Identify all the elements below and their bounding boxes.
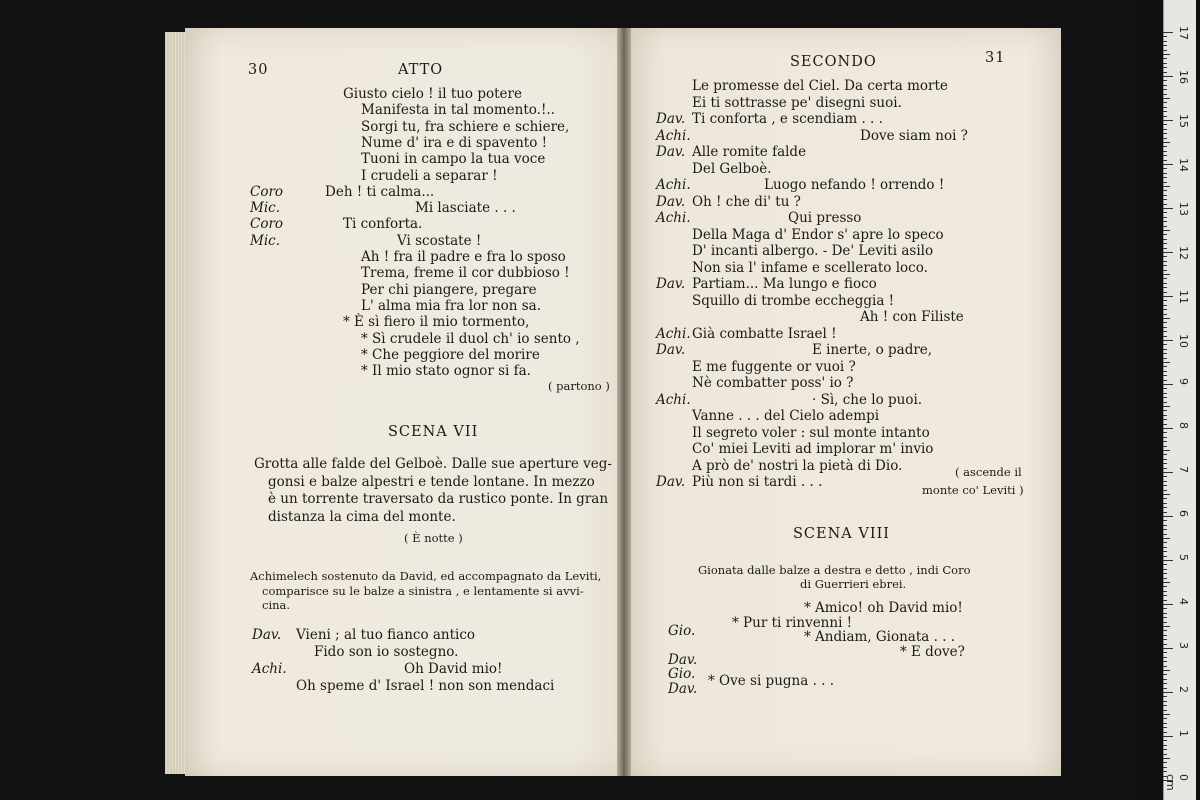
ruler-tick <box>1163 692 1173 693</box>
verse-line: Ah ! con Filiste <box>860 309 964 325</box>
ruler-tick <box>1163 274 1170 275</box>
ruler-tick <box>1163 375 1167 376</box>
ruler-tick <box>1163 371 1167 372</box>
ruler-tick <box>1163 155 1167 156</box>
ruler-tick <box>1163 569 1167 570</box>
ruler-tick <box>1163 164 1173 165</box>
ruler-tick <box>1163 45 1167 46</box>
ruler-number: 17 <box>1177 26 1190 40</box>
verse-line: * Amico! oh David mio! <box>804 600 963 616</box>
ruler-tick <box>1163 89 1167 90</box>
verse-line: Alle romite falde <box>692 144 807 160</box>
entrance-direction: cina. <box>262 598 291 612</box>
verse-line: Manifesta in tal momento.!.. <box>361 102 555 119</box>
entrance-direction: Achimelech sostenuto da David, ed accompagnato da Leviti, <box>250 569 602 583</box>
speaker-label: Dav. <box>252 627 282 643</box>
speaker-label: Dav. <box>656 111 686 127</box>
ruler-tick <box>1163 591 1167 592</box>
ruler-tick <box>1163 701 1167 702</box>
ruler-tick <box>1163 710 1167 711</box>
ruler-tick <box>1163 256 1167 257</box>
ruler-tick <box>1163 459 1167 460</box>
entrance-direction: Gionata dalle balze a destra e detto , indi Coro <box>698 563 971 577</box>
ruler-tick <box>1163 595 1167 596</box>
ruler-tick <box>1163 485 1167 486</box>
ruler-tick <box>1163 432 1167 433</box>
ruler-tick <box>1163 366 1167 367</box>
ruler-tick <box>1163 520 1167 521</box>
ruler-number: 3 <box>1177 642 1190 649</box>
ruler-tick <box>1163 582 1170 583</box>
ruler-tick <box>1163 714 1170 715</box>
ruler-tick <box>1163 58 1167 59</box>
verse-line: Trema, freme il cor dubbioso ! <box>361 265 570 282</box>
verse-line: Ah ! fra il padre e fra lo sposo <box>361 249 566 265</box>
ruler-tick <box>1163 498 1167 499</box>
ruler-tick <box>1163 476 1167 477</box>
verse-line: Le promesse del Ciel. Da certa morte <box>692 78 948 94</box>
ruler-tick <box>1163 146 1167 147</box>
verse-line: Del Gelboè. <box>692 160 772 177</box>
ruler-tick <box>1163 512 1167 513</box>
page-number: 31 <box>985 50 1006 66</box>
ruler-number: 0 cm <box>1164 774 1190 791</box>
ruler-tick <box>1163 32 1173 33</box>
speaker-label: Dav. <box>656 144 686 160</box>
ruler-tick <box>1163 344 1167 345</box>
ruler-tick <box>1163 358 1167 359</box>
verse-line: L' alma mia fra lor non sa. <box>361 297 541 314</box>
ruler-tick <box>1163 168 1167 169</box>
ruler-tick <box>1163 481 1167 482</box>
ruler-tick <box>1163 98 1170 99</box>
ruler-tick <box>1163 287 1167 288</box>
verse-line: Già combatte Israel ! <box>692 325 837 342</box>
ruler-tick <box>1163 428 1173 429</box>
ruler-tick <box>1163 63 1167 64</box>
speaker-label: Gio. <box>668 666 696 682</box>
ruler-tick <box>1163 300 1167 301</box>
ruler-number: 7 <box>1177 466 1190 473</box>
verse-line: Qui presso <box>788 210 862 226</box>
ruler-tick <box>1163 538 1170 539</box>
speaker-label: Achi. <box>656 391 691 408</box>
verse-line: Co' miei Leviti ad implorar m' invio <box>692 441 934 457</box>
stage-direction: monte co' Leviti ) <box>922 483 1024 497</box>
ruler-tick <box>1163 639 1167 640</box>
verse-line: Partiam... Ma lungo e fioco <box>692 276 877 292</box>
speaker-label: Dav. <box>656 342 686 358</box>
ruler-tick <box>1163 736 1173 737</box>
ruler-tick <box>1163 415 1167 416</box>
ruler-tick <box>1163 696 1167 697</box>
ruler-tick <box>1163 503 1167 504</box>
ruler-number: 1 <box>1177 730 1190 737</box>
ruler-tick <box>1163 199 1167 200</box>
running-head: SECONDO <box>790 54 877 70</box>
ruler-tick <box>1163 468 1167 469</box>
ruler-tick <box>1163 186 1170 187</box>
ruler-tick <box>1163 626 1170 627</box>
speaker-label: Achi. <box>656 325 691 342</box>
ruler-tick <box>1163 67 1167 68</box>
ruler-tick <box>1163 718 1167 719</box>
verse-line: Più non si tardi . . . <box>692 474 823 490</box>
ruler-tick <box>1163 102 1167 103</box>
ruler-tick <box>1163 727 1167 728</box>
ruler-tick <box>1163 652 1167 653</box>
ruler-tick <box>1163 419 1167 420</box>
ruler-tick <box>1163 608 1167 609</box>
ruler-tick <box>1163 613 1167 614</box>
verse-line: I crudeli a separar ! <box>361 167 498 184</box>
setting-text: Grotta alle falde del Gelboè. Dalle sue aperture veg- <box>254 456 612 472</box>
speaker-label: Dav. <box>668 680 698 697</box>
ruler-tick <box>1163 622 1167 623</box>
ruler-tick <box>1163 767 1167 768</box>
scene-heading: SCENA VII <box>388 424 479 440</box>
verse-line: Vi scostate ! <box>397 232 482 249</box>
entrance-direction: di Guerrieri ebrei. <box>800 577 907 591</box>
ruler-tick <box>1163 278 1167 279</box>
ruler-tick <box>1163 177 1167 178</box>
time-note: ( È notte ) <box>404 531 463 545</box>
ruler-tick <box>1163 309 1167 310</box>
verse-line: Della Maga d' Endor s' apre lo speco <box>692 226 944 243</box>
ruler-tick <box>1163 362 1170 363</box>
ruler-number: 15 <box>1177 114 1190 128</box>
ruler-tick <box>1163 450 1170 451</box>
ruler-tick <box>1163 292 1167 293</box>
ruler-tick <box>1163 732 1167 733</box>
verse-line: Oh speme d' Israel ! non son mendaci <box>296 678 555 694</box>
verse-line: Vieni ; al tuo fianco antico <box>296 627 476 643</box>
ruler-tick <box>1163 688 1167 689</box>
ruler-number: 2 <box>1177 686 1190 693</box>
verse-line: * Ove si pugna . . . <box>708 672 835 689</box>
ruler-tick <box>1163 525 1167 526</box>
ruler-tick <box>1163 182 1167 183</box>
ruler-tick <box>1163 204 1167 205</box>
verse-line: Luogo nefando ! orrendo ! <box>764 177 945 193</box>
ruler-tick <box>1163 670 1170 671</box>
ruler-number: 9 <box>1177 378 1190 385</box>
ruler-tick <box>1163 393 1167 394</box>
ruler-tick <box>1163 573 1167 574</box>
ruler-tick <box>1163 384 1173 385</box>
ruler-tick <box>1163 327 1167 328</box>
speaker-label: Dav. <box>668 651 698 668</box>
speaker-label: Mic. <box>250 232 280 249</box>
setting-text: è un torrente traversato da rustico ponte. In gran <box>268 491 609 507</box>
ruler-tick <box>1163 221 1167 222</box>
ruler-tick <box>1163 745 1167 746</box>
ruler-tick <box>1163 397 1167 398</box>
ruler-tick <box>1163 472 1173 473</box>
verse-line: Mi lasciate . . . <box>415 200 516 217</box>
ruler-tick <box>1163 230 1170 231</box>
speaker-label: Dav. <box>656 474 686 490</box>
scene-heading: SCENA VIII <box>793 526 891 542</box>
ruler-tick <box>1163 120 1173 121</box>
page-number: 30 <box>248 62 269 78</box>
ruler-tick <box>1163 657 1167 658</box>
ruler-tick <box>1163 494 1170 495</box>
ruler-tick <box>1163 424 1167 425</box>
ruler-tick <box>1163 648 1173 649</box>
verse-line: D' incanti albergo. - De' Leviti asilo <box>692 243 934 259</box>
ruler-tick <box>1163 758 1170 759</box>
verse-line: A prò de' nostri la pietà di Dio. <box>692 457 903 474</box>
ruler-tick <box>1163 340 1173 341</box>
ruler-tick <box>1163 402 1167 403</box>
verse-line: Oh ! che di' tu ? <box>692 193 801 210</box>
verse-line: Il segreto voler : sul monte intanto <box>692 424 930 441</box>
ruler-tick <box>1163 124 1167 125</box>
ruler-tick <box>1163 644 1167 645</box>
ruler-tick <box>1163 190 1167 191</box>
ruler-tick <box>1163 740 1167 741</box>
ruler-tick <box>1163 749 1167 750</box>
ruler-tick <box>1163 217 1167 218</box>
ruler-tick <box>1163 771 1167 772</box>
ruler-tick <box>1163 305 1167 306</box>
ruler-tick <box>1163 160 1167 161</box>
ruler-tick <box>1163 322 1167 323</box>
ruler-tick <box>1163 406 1170 407</box>
ruler-tick <box>1163 239 1167 240</box>
ruler-tick <box>1163 762 1167 763</box>
entrance-direction: comparisce su le balze a sinistra , e lentamente si avvi- <box>262 583 584 598</box>
speaker-label: Dav. <box>656 276 686 292</box>
ruler-tick <box>1163 507 1167 508</box>
ruler-tick <box>1163 36 1167 37</box>
ruler-tick <box>1163 454 1167 455</box>
ruler-tick <box>1163 331 1167 332</box>
ruler-tick <box>1163 129 1167 130</box>
ruler-tick <box>1163 586 1167 587</box>
ruler-tick <box>1163 226 1167 227</box>
ruler-tick <box>1163 107 1167 108</box>
ruler-tick <box>1163 336 1167 337</box>
ruler-number: 14 <box>1177 158 1190 172</box>
ruler-tick <box>1163 674 1167 675</box>
speaker-label: Coro <box>250 183 284 200</box>
ruler-tick <box>1163 683 1167 684</box>
verse-line: Squillo di trombe eccheggia ! <box>692 292 895 309</box>
ruler-tick <box>1163 318 1170 319</box>
ruler-number: 10 <box>1177 334 1190 348</box>
ruler-tick <box>1163 542 1167 543</box>
verse-line: Vanne . . . del Cielo adempi <box>692 408 880 424</box>
ruler-tick <box>1163 133 1167 134</box>
ruler-tick <box>1163 490 1167 491</box>
ruler-tick <box>1163 243 1167 244</box>
setting-text: gonsi e balze alpestri e tende lontane. In mezzo <box>268 473 595 490</box>
setting-text: distanza la cima del monte. <box>268 508 456 525</box>
ruler-tick <box>1163 534 1167 535</box>
ruler-tick <box>1163 111 1167 112</box>
ruler-tick <box>1163 635 1167 636</box>
book-gutter <box>617 28 631 776</box>
speaker-label: Achi. <box>656 210 691 226</box>
ruler-tick <box>1163 151 1167 152</box>
ruler-tick <box>1163 600 1167 601</box>
ruler-tick <box>1163 441 1167 442</box>
verse-line: * Che peggiore del morire <box>361 346 540 363</box>
ruler-tick <box>1163 353 1167 354</box>
ruler-tick <box>1163 212 1167 213</box>
ruler-number: 6 <box>1177 510 1190 517</box>
ruler-tick <box>1163 705 1167 706</box>
ruler-tick <box>1163 296 1173 297</box>
ruler-tick <box>1163 617 1167 618</box>
verse-line: * Sì crudele il duol ch' io sento , <box>361 330 580 347</box>
verse-line: Sorgi tu, fra schiere e schiere, <box>361 118 570 135</box>
stage-direction: ( partono ) <box>548 379 610 393</box>
speaker-label: Dav. <box>656 193 686 210</box>
verse-line: * Pur ti rinvenni ! <box>732 614 853 631</box>
verse-line: * Andiam, Gionata . . . <box>804 629 956 645</box>
ruler-tick <box>1163 529 1167 530</box>
speaker-label: Gio. <box>668 622 696 639</box>
ruler-number: 16 <box>1177 70 1190 84</box>
ruler-tick <box>1163 666 1167 667</box>
ruler-tick <box>1163 723 1167 724</box>
ruler-number: 13 <box>1177 202 1190 216</box>
verse-line: Non sia l' infame e scellerato loco. <box>692 259 928 276</box>
ruler-tick <box>1163 173 1167 174</box>
verse-line: E me fuggente or vuoi ? <box>692 358 856 375</box>
ruler-tick <box>1163 604 1173 605</box>
verse-line: Fido son io sostegno. <box>314 644 459 660</box>
ruler-tick <box>1163 630 1167 631</box>
verse-line: Giusto cielo ! il tuo potere <box>343 86 522 102</box>
ruler-tick <box>1163 41 1167 42</box>
verse-line: Tuoni in campo la tua voce <box>361 151 546 168</box>
speaker-label: Achi. <box>656 177 691 193</box>
ruler-tick <box>1163 76 1173 77</box>
ruler-tick <box>1163 380 1167 381</box>
ruler-number: 11 <box>1177 290 1190 304</box>
ruler-tick <box>1163 116 1167 117</box>
ruler-tick <box>1163 547 1167 548</box>
speaker-label: Coro <box>250 216 284 233</box>
stage-direction: ( ascende il <box>955 465 1022 479</box>
ruler-tick <box>1163 578 1167 579</box>
ruler-tick <box>1163 516 1173 517</box>
speaker-label: Achi. <box>656 127 691 144</box>
ruler-tick <box>1163 560 1173 561</box>
ruler-tick <box>1163 85 1167 86</box>
ruler-tick <box>1163 437 1167 438</box>
verse-line: · Sì, che lo puoi. <box>812 391 923 408</box>
ruler-tick <box>1163 261 1167 262</box>
verse-line: Ti conforta , e scendiam . . . <box>692 111 883 127</box>
ruler-tick <box>1163 80 1167 81</box>
ruler-tick <box>1163 54 1170 55</box>
ruler-tick <box>1163 661 1167 662</box>
verse-line: Nè combatter poss' io ? <box>692 375 854 391</box>
ruler-number: 5 <box>1177 554 1190 561</box>
ruler-tick <box>1163 142 1170 143</box>
ruler-tick <box>1163 252 1173 253</box>
ruler-tick <box>1163 265 1167 266</box>
verse-line: Oh David mio! <box>404 661 503 677</box>
verse-line: Dove siam noi ? <box>860 127 968 144</box>
ruler-tick <box>1163 248 1167 249</box>
verse-line: Deh ! ti calma... <box>325 183 435 200</box>
ruler-tick <box>1163 388 1167 389</box>
verse-line: Nume d' ira e di spavento ! <box>361 134 548 151</box>
ruler-tick <box>1163 208 1173 209</box>
verse-line: * Il mio stato ognor si fa. <box>361 363 531 380</box>
ruler-tick <box>1163 410 1167 411</box>
ruler-tick <box>1163 270 1167 271</box>
ruler-tick <box>1163 463 1167 464</box>
verse-line: * È sì fiero il mio tormento, <box>343 314 530 331</box>
ruler-tick <box>1163 679 1167 680</box>
speaker-label: Achi. <box>252 661 287 677</box>
ruler-tick <box>1163 754 1167 755</box>
ruler-number: 4 <box>1177 598 1190 605</box>
ruler-tick <box>1163 94 1167 95</box>
ruler-number: 8 <box>1177 422 1190 429</box>
ruler-tick <box>1163 195 1167 196</box>
ruler-number: 12 <box>1177 246 1190 260</box>
ruler-tick <box>1163 234 1167 235</box>
verse-line: Per chi piangere, pregare <box>361 281 537 298</box>
verse-line: Ti conforta. <box>343 216 423 233</box>
ruler-tick <box>1163 551 1167 552</box>
ruler-tick <box>1163 314 1167 315</box>
ruler-tick <box>1163 556 1167 557</box>
ruler-tick <box>1163 349 1167 350</box>
ruler-tick <box>1163 446 1167 447</box>
verse-line: E inerte, o padre, <box>812 342 933 358</box>
ruler-tick <box>1163 50 1167 51</box>
ruler-tick <box>1163 564 1167 565</box>
ruler-tick <box>1163 283 1167 284</box>
ruler-tick <box>1163 72 1167 73</box>
running-head: ATTO <box>398 62 444 78</box>
speaker-label: Mic. <box>250 200 280 217</box>
verse-line: Ei ti sottrasse pe' disegni suoi. <box>692 94 902 111</box>
verse-line: * E dove? <box>900 643 965 660</box>
ruler-tick <box>1163 138 1167 139</box>
